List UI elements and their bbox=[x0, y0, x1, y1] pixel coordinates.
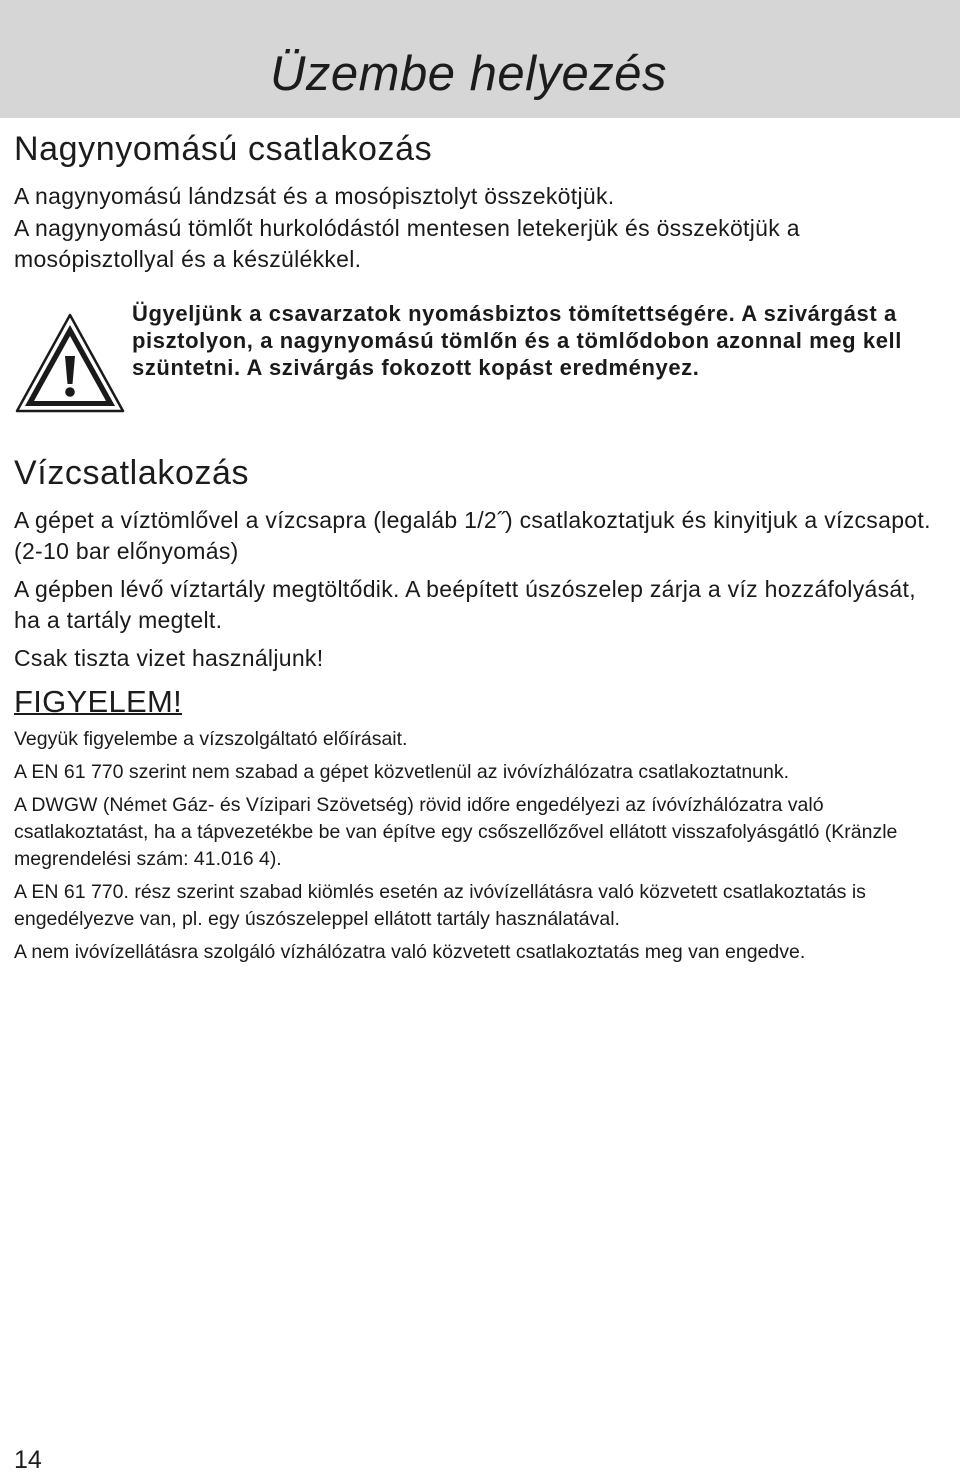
section-water bbox=[14, 454, 944, 675]
attention-heading: FIGYELEM! bbox=[14, 684, 183, 719]
paragraph: A nagynyomású lándzsát és a mosópisztolyt összekötjük. bbox=[14, 183, 615, 209]
paragraph: A EN 61 770 szerint nem szabad a gépet közvetlenül az ivóvízhálózatra csatlakoztatnunk. bbox=[14, 761, 790, 783]
paragraph: A nagynyomású tömlőt hurkolódástól mentesen letekerjük és összekötjük a mosópisztollyal és a készülékkel. bbox=[14, 214, 800, 272]
paragraph: Csak tiszta vizet használjunk! bbox=[14, 644, 324, 671]
warning-text: Ügyeljünk a csavarzatok nyomásbiztos tömítettségére. A szivárgást a pisztolyon, a nagynyomású tömlőn és a tömlődobon azonnal meg kell szüntetni. A szivárgás fokozott kopást eredményez. bbox=[132, 300, 902, 380]
paragraph: A EN 61 770. rész szerint szabad kiömlés esetén az ivóvízellátásra való közvetett csatlakoztatás is engedélyezve van, pl. egy úszószeleppel ellátott tartály használatával. bbox=[14, 881, 866, 930]
section-heading-high-pressure: Nagynyomású csatlakozás bbox=[14, 130, 433, 168]
page-content bbox=[14, 130, 944, 966]
section-heading-water: Vízcsatlakozás bbox=[14, 453, 250, 492]
page-title: Üzembe helyezés bbox=[270, 47, 667, 101]
section-attention bbox=[14, 684, 944, 966]
paragraph: A gépben lévő víztartály megtöltődik. A beépített úszószelep zárja a víz hozzáfolyását, ha a tartály megtelt. bbox=[14, 575, 916, 633]
section-high-pressure bbox=[14, 130, 944, 426]
paragraph: Vegyük figyelembe a vízszolgáltató előírásait. bbox=[14, 728, 408, 750]
header-band bbox=[0, 0, 960, 118]
warning-triangle-icon bbox=[14, 312, 126, 414]
paragraph: A gépet a víztömlővel a vízcsapra (legaláb 1/2˝) csatlakoztatjuk és kinyitjuk a vízcsapot. (2-10 bar előnyomás) bbox=[14, 506, 931, 564]
page-number: 14 bbox=[14, 1446, 42, 1474]
paragraph: A DWGW (Német Gáz- és Vízipari Szövetség) rövid időre engedélyezi az ívóvízhálózatra való csatlakoztatást, ha a tápvezetékbe be van építve egy csőszellőzővel ellátott visszafolyásgátló (Kränzle megrendelési szám: 41.016 4). bbox=[14, 794, 898, 870]
warning-box bbox=[14, 300, 944, 426]
paragraph: A nem ivóvízellátásra szolgáló vízhálózatra való közvetett csatlakoztatás meg van engedve. bbox=[14, 941, 806, 963]
